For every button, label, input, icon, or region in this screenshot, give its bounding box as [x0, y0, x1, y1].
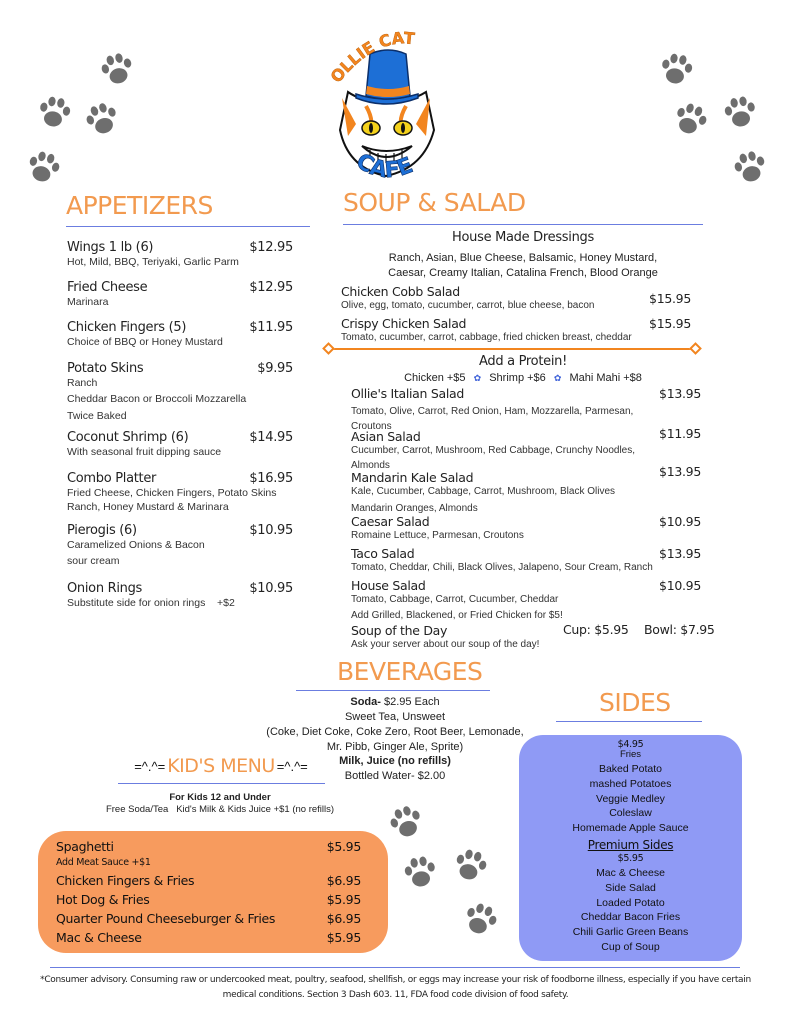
divider [50, 967, 740, 968]
kids-item: Quarter Pound Cheeseburger & Fries $6.95 [56, 911, 361, 926]
menu-item: Taco Salad $13.95 Tomato, Cheddar, Chili, Black Olives, Jalapeno, Sour Cream, Ranch [351, 546, 701, 573]
paw-print-icon [36, 95, 72, 131]
paw-print-icon [402, 855, 438, 891]
kids-item: Mac & Cheese $5.95 [56, 930, 361, 945]
side-item: Chili Garlic Green Beans [572, 926, 689, 938]
divider [343, 224, 703, 225]
menu-item: Onion Rings $10.95 Substitute side for onion rings +$2 [67, 581, 293, 609]
side-item: Fries [619, 749, 642, 760]
menu-item: House Salad $10.95 Tomato, Cabbage, Carrot, Cucumber, Cheddar Add Grilled, Blackened, or Fried Chicken for $5! [351, 578, 701, 621]
beverage-line: Bottled Water- $2.00 [344, 770, 446, 782]
dressings-list: Ranch, Asian, Blue Cheese, Balsamic, Honey Mustard, [388, 252, 658, 264]
logo [326, 28, 446, 188]
divider [328, 348, 696, 350]
premium-sides-title: Premium Sides [587, 838, 674, 852]
paw-print-icon [732, 150, 768, 186]
paw-print-icon [722, 95, 758, 131]
beverage-line: Milk, Juice (no refills) [339, 755, 451, 767]
sides-title: SIDES [599, 688, 671, 717]
kids-item: Add Meat Sauce +$1 [56, 857, 151, 868]
menu-item: Potato Skins $9.95 Ranch Cheddar Bacon or Broccoli Mozzarella Twice Baked [67, 361, 293, 422]
paw-print-icon [388, 805, 424, 841]
divider [556, 721, 702, 722]
menu-item: Coconut Shrimp (6) $14.95 With seasonal fruit dipping sauce [67, 430, 293, 458]
side-item: Side Salad [605, 882, 656, 894]
diamond-icon [689, 342, 702, 355]
kids-item: Hot Dog & Fries $5.95 [56, 892, 361, 907]
side-item: Baked Potato [598, 763, 663, 775]
beverage-line: (Coke, Diet Coke, Coke Zero, Root Beer, Lemonade, [266, 726, 524, 738]
side-item: Homemade Apple Sauce [572, 822, 689, 834]
paw-print-icon [84, 102, 120, 138]
side-item: Veggie Medley [596, 793, 665, 805]
appetizers-title: APPETIZERS [66, 191, 213, 220]
menu-item: Chicken Fingers (5) $11.95 Choice of BBQ or Honey Mustard [67, 320, 293, 348]
svg-text:OLLIE CAT: OLLIE CAT [326, 28, 416, 87]
beverage-line: Sweet Tea, Unsweet [344, 711, 446, 723]
menu-item: Wings 1 lb (6) $12.95 Hot, Mild, BBQ, Teriyaki, Garlic Parm [67, 240, 293, 268]
kids-note: Free Soda/Tea Kid's Milk & Kids Juice +$1 (no refills) [105, 804, 335, 815]
dressings-list: Caesar, Creamy Italian, Catalina French, Blood Orange [388, 267, 658, 279]
paw-print-icon [452, 848, 488, 884]
premium-sides-price: $5.95 [617, 853, 644, 864]
dressings-title: House Made Dressings [452, 230, 594, 245]
paw-print-icon [99, 52, 135, 88]
menu-item: Chicken Cobb Salad $15.95 Olive, egg, tomato, cucumber, carrot, blue cheese, bacon [341, 284, 691, 311]
protein-options: Chicken +$5 ✿ Shrimp +$6 ✿ Mahi Mahi +$8 [404, 372, 642, 384]
paw-print-icon [462, 902, 498, 938]
paw-print-icon [672, 102, 708, 138]
consumer-advisory: *Consumer advisory. Consuming raw or undercooked meat, poultry, seafood, shellfish, or eggs may increase your risk of foodborne illness, especially if you have certain medical conditions. Section 3 Dash 603. 11, FDA food code division of food safety. [40, 975, 751, 1000]
beverages-title: BEVERAGES [337, 657, 483, 686]
soup-salad-title: SOUP & SALAD [343, 188, 526, 217]
menu-item: Pierogis (6) $10.95 Caramelized Onions & Bacon sour cream [67, 523, 293, 567]
kids-subtitle: For Kids 12 and Under [169, 792, 271, 803]
menu-item: Asian Salad $11.95 Cucumber, Carrot, Mushroom, Red Cabbage, Crunchy Noodles, Almonds [351, 426, 701, 471]
protein-title: Add a Protein! [479, 354, 567, 369]
side-item: Cup of Soup [601, 941, 660, 953]
side-item: Coleslaw [609, 807, 652, 819]
menu-item: Crispy Chicken Salad $15.95 Tomato, cucumber, carrot, cabbage, fried chicken breast, cheddar [341, 316, 691, 343]
divider [66, 226, 310, 227]
divider [296, 690, 490, 691]
soda-line: Soda- $2.95 Each [350, 696, 440, 708]
kids-menu-header: =^.^= KID'S MENU =^.^= [134, 755, 308, 777]
paw-print-icon [25, 150, 61, 186]
divider [118, 783, 325, 784]
paw-icon: ✿ [553, 373, 562, 383]
kids-item: Chicken Fingers & Fries $6.95 [56, 873, 361, 888]
side-item: Cheddar Bacon Fries [580, 911, 681, 923]
sides-price: $4.95 [617, 739, 644, 750]
diamond-icon [322, 342, 335, 355]
menu-item: Mandarin Kale Salad $13.95 Kale, Cucumber, Cabbage, Carrot, Mushroom, Black Olives Mandarin Oranges, Almonds [351, 464, 701, 514]
paw-icon: ✿ [473, 373, 482, 383]
menu-item: Combo Platter $16.95 Fried Cheese, Chicken Fingers, Potato Skins Ranch, Honey Mustard & Marinara [67, 471, 293, 513]
svg-text:CAFE: CAFE [351, 148, 417, 184]
menu-item: Fried Cheese $12.95 Marinara [67, 280, 293, 308]
cat-face-icon: =^.^= [134, 758, 166, 774]
paw-print-icon [658, 52, 694, 88]
kids-item: Spaghetti $5.95 [56, 839, 361, 854]
side-item: Loaded Potato [596, 897, 665, 909]
beverage-line: Mr. Pibb, Ginger Ale, Sprite) [326, 741, 464, 753]
menu-item: Caesar Salad $10.95 Romaine Lettuce, Parmesan, Croutons [351, 514, 701, 541]
side-item: mashed Potatoes [589, 778, 672, 790]
side-item: Mac & Cheese [596, 867, 665, 879]
menu-item: Ollie's Italian Salad $13.95 Tomato, Olive, Carrot, Red Onion, Ham, Mozzarella, Parmesan, Croutons [351, 386, 701, 432]
cat-face-icon: =^.^= [276, 758, 308, 774]
soup-of-the-day: Soup of the Day Cup: $5.95 Bowl: $7.95 Ask your server about our soup of the day! [351, 622, 715, 650]
